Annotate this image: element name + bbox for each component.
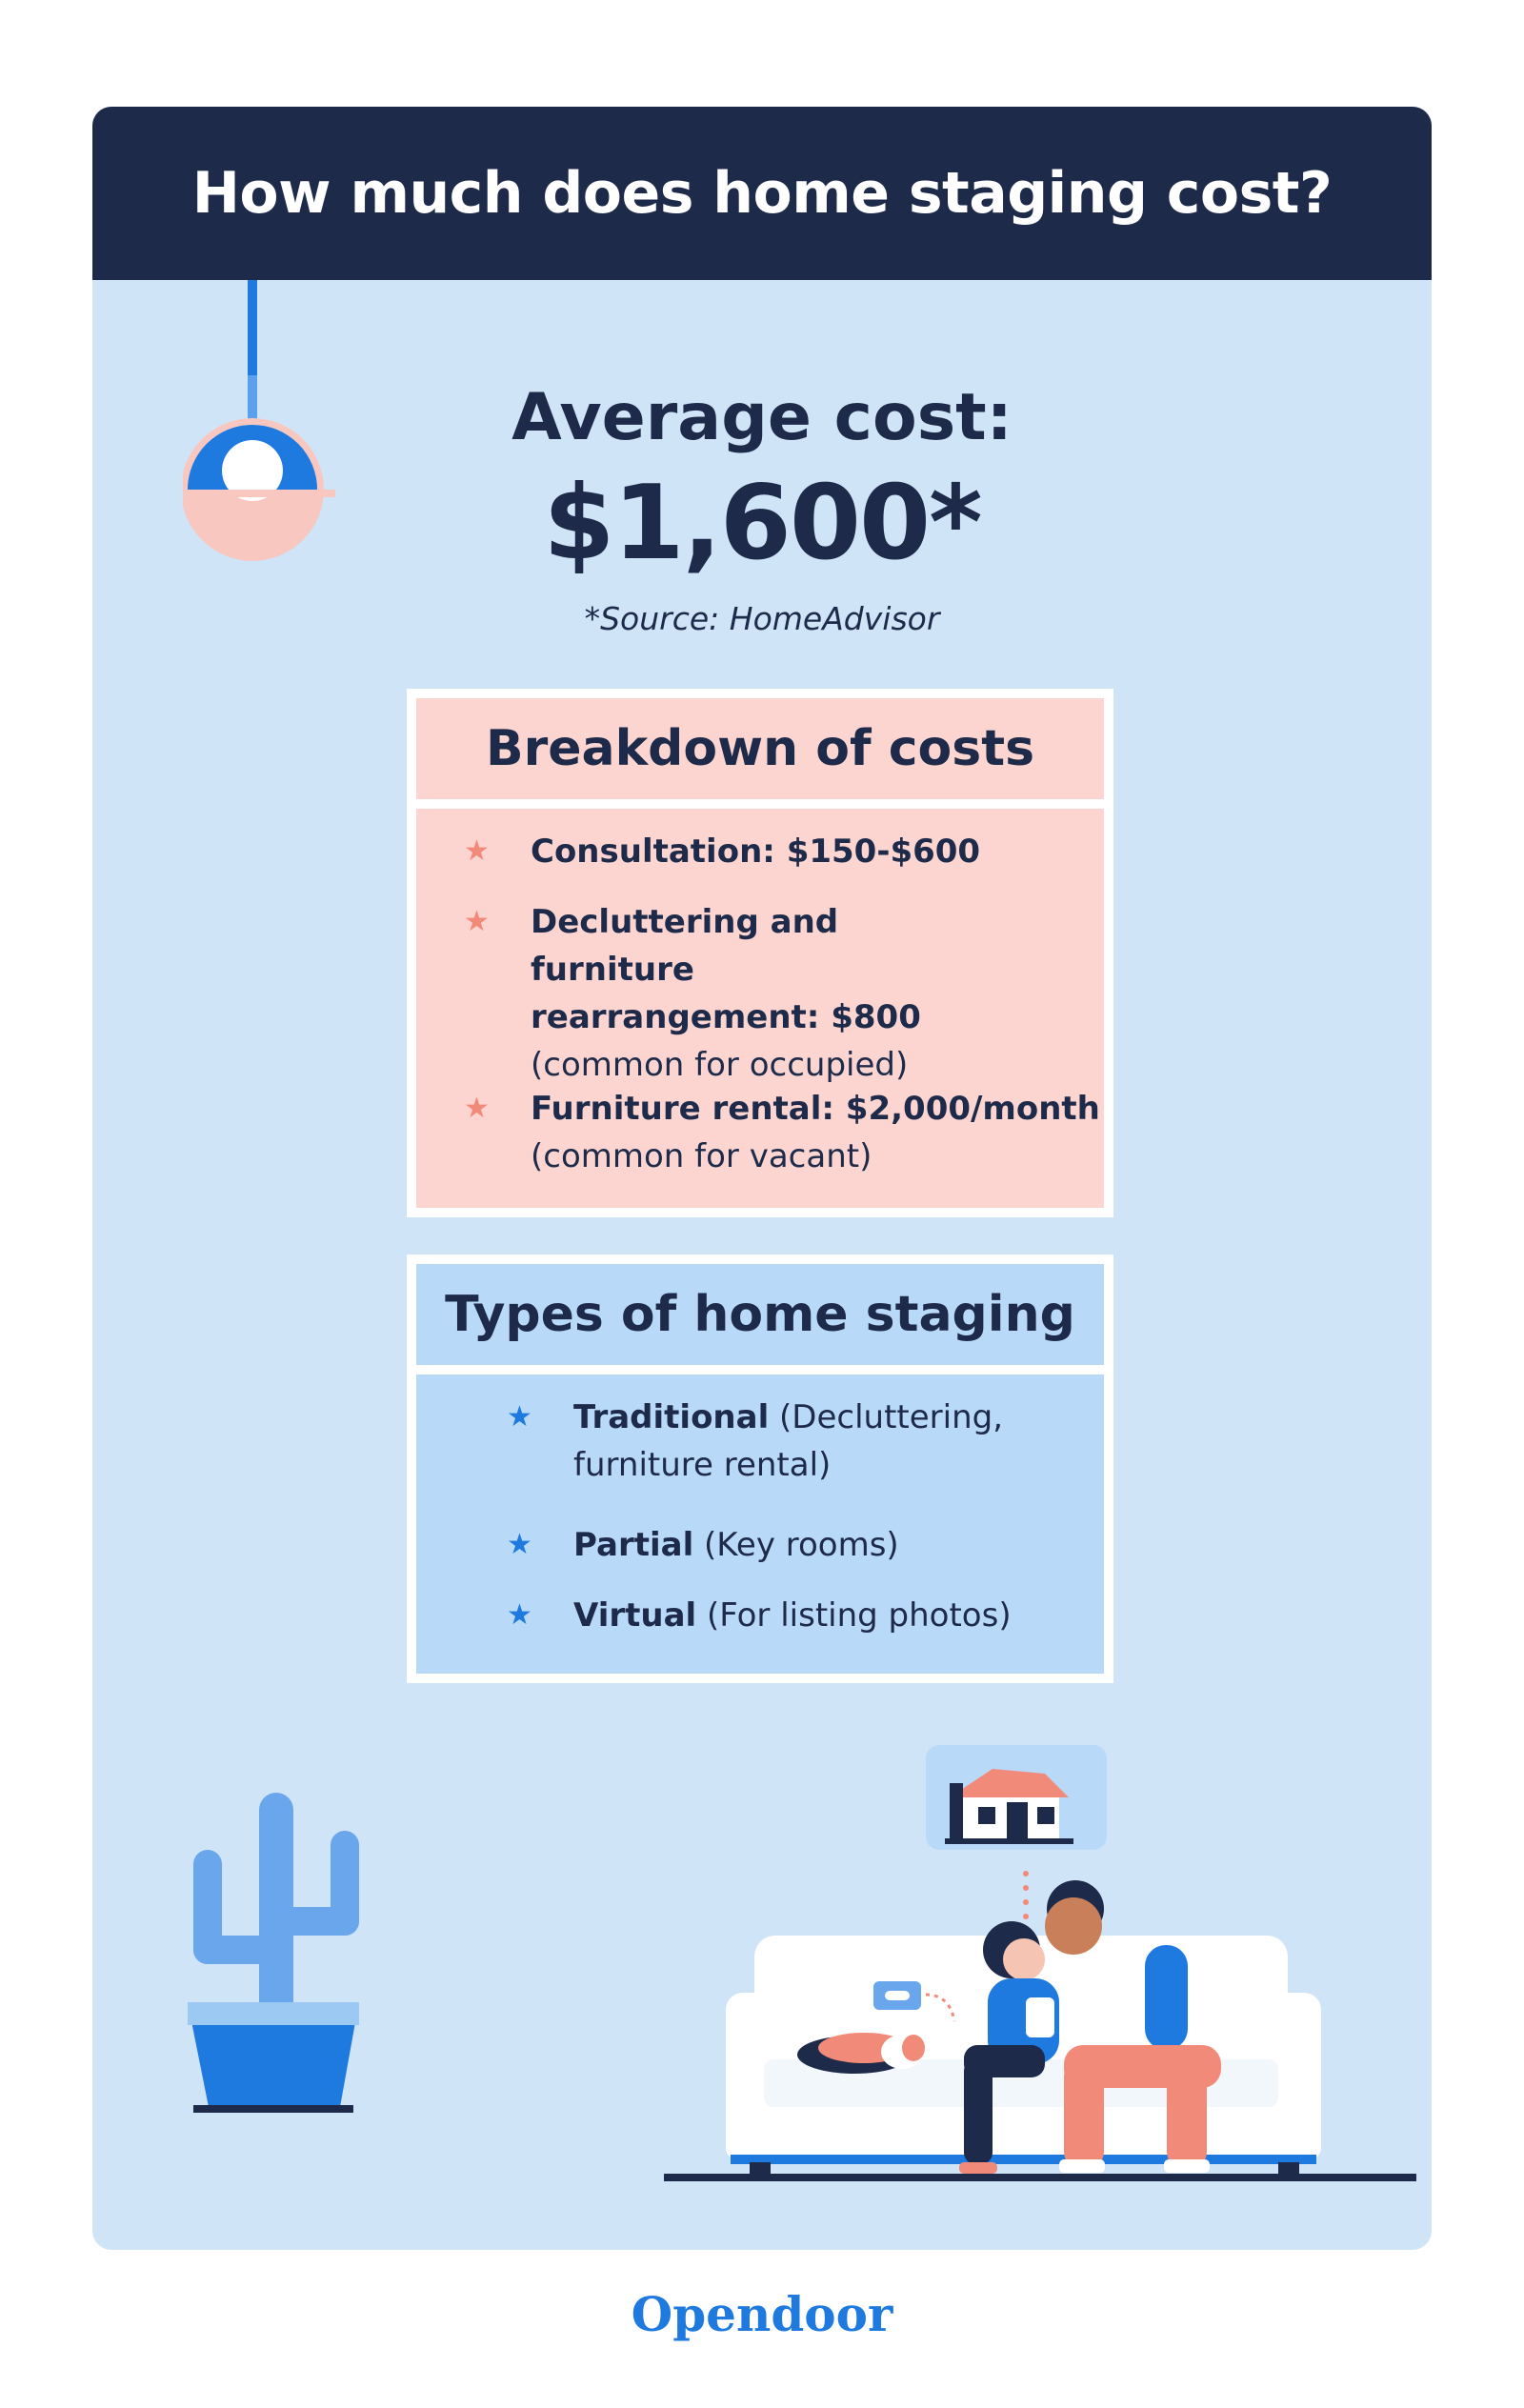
opendoor-logo: Opendoor <box>631 2286 893 2342</box>
infographic-card <box>92 107 1432 2250</box>
type-item-note: (For listing photos) <box>707 1596 1012 1635</box>
average-cost-value: $1,600* <box>543 464 981 583</box>
breakdown-item-note: (common for vacant) <box>531 1137 872 1175</box>
star-icon: ★ <box>464 834 490 868</box>
star-icon: ★ <box>507 1400 532 1434</box>
cactus-icon <box>188 1793 378 2117</box>
type-item-label: Virtual <box>573 1596 697 1635</box>
type-item-note: (Decluttering, furniture rental) <box>573 1398 1004 1484</box>
average-cost-label: Average cost: <box>511 380 1013 455</box>
breakdown-panel <box>407 689 1113 1217</box>
star-icon: ★ <box>464 905 490 938</box>
types-panel <box>407 1254 1113 1683</box>
header-bar <box>92 107 1432 280</box>
breakdown-item-note: (common for occupied) <box>531 1046 909 1084</box>
star-icon: ★ <box>464 1092 490 1125</box>
star-icon: ★ <box>507 1598 532 1632</box>
breakdown-item-label: Decluttering and furniture rearrangement: $800 <box>531 903 921 1036</box>
source-note: *Source: HomeAdvisor <box>584 600 940 637</box>
star-icon: ★ <box>507 1528 532 1561</box>
page-title: How much does home staging cost? <box>191 160 1333 227</box>
breakdown-item-label: Furniture rental: $2,000/month <box>531 1090 1100 1128</box>
type-item-note: (Key rooms) <box>704 1526 899 1564</box>
couch-scene <box>664 1745 1426 2202</box>
house-bubble-icon <box>926 1745 1107 1850</box>
breakdown-item-label: Consultation: $150-$600 <box>531 833 981 871</box>
type-item-label: Partial <box>573 1526 694 1564</box>
breakdown-title: Breakdown of costs <box>416 698 1104 809</box>
type-item-label: Traditional <box>573 1398 770 1436</box>
types-title: Types of home staging <box>416 1264 1104 1375</box>
